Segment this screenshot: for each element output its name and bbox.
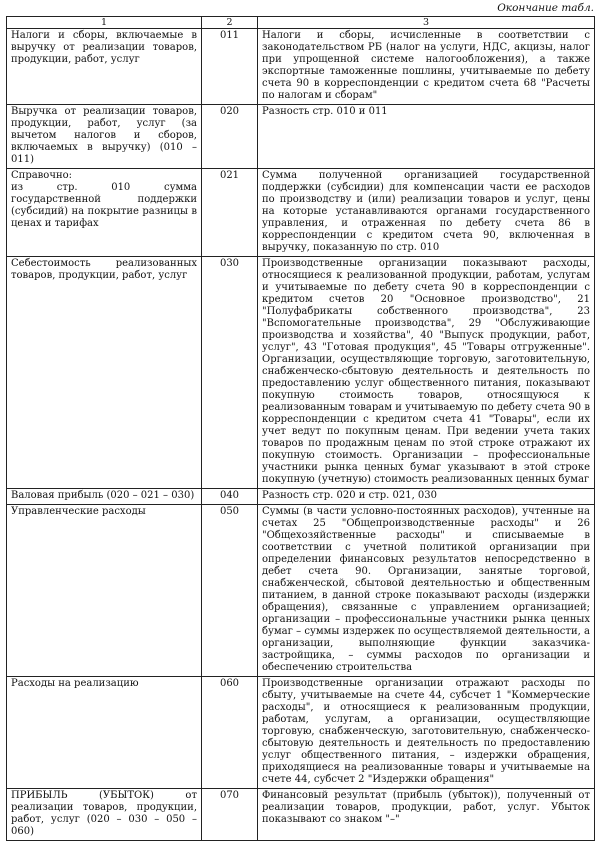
row-description: Производственные организации отражают расходы по сбыту, учитываемые на счете 44, субсчет 1 "Коммерческие расходы", и относящиеся к реализованным продукции, работам, услугам, а организации, осуществляющие торговую, снабженческую, заготовительную, снабженческо-сбытовую деятельность и деятельность по предоставлению услуг общественного питания, – издержки обращения, приходящиеся на реализованные товары и учитываемые на счете 44, субсчет 2 "Издержки обращения" <box>258 677 595 789</box>
row-description: Сумма полученной организацией государственной поддержки (субсидии) для компенсации части ее расходов по производству и (или) реализации товаров и услуг, цены на которые устанавливаются органами государственного управления, и отраженная по дебету счета 86 в корреспонденции с кредитом счета 90, включенная в выручку, показанную по стр. 010 <box>258 169 595 257</box>
row-code: 021 <box>202 169 258 257</box>
row-name: Выручка от реализации товаров, продукции, работ, услуг (за вычетом налогов и сборов, включаемых в выручку) (010 – 011) <box>7 105 202 169</box>
row-name: Расходы на реализацию <box>7 677 202 789</box>
indicators-table <box>6 16 595 841</box>
row-description: Производственные организации показывают расходы, относящиеся к реализованной продукции, работам, услугам и учитываемые по дебету счета 90 в корреспонденции с кредитом счетов 20 "Основное производство", 21 "Полуфабрикаты собственного производства", 23 "Вспомогательные производства", 29 "Обслуживающие производства и хозяйства", 40 "Выпуск продукции, работ, услуг", 43 "Готовая продукция", 45 "Товары отгруженные". Организации, осуществляющие торговую, заготовительную, снабженческо-сбытовую деятельность и деятельность по предоставлению услуг общественного питания, показывают покупную стоимость товаров, относящуюся к реализованным товарам и учитываемую по дебету счета 90 в корреспонденции с кредитом счета 41 "Товары", если их учет ведут по покупным ценам. При ведении учета таких товаров по продажным ценам по этой строке отражают их покупную стоимость. Организации – профессиональные участники рынка ценных бумаг указывают в этой строке покупную (учетную) стоимость реализованных ценных бумаг <box>258 257 595 489</box>
row-name: Налоги и сборы, включаемые в выручку от реализации товаров, продукции, работ, услуг <box>7 29 202 105</box>
row-description: Финансовый результат (прибыль (убыток)), полученный от реализации товаров, продукции, работ, услуг. Убыток показывают со знаком "–" <box>258 789 595 841</box>
table-row <box>7 29 595 105</box>
row-code: 011 <box>202 29 258 105</box>
table-caption: Окончание табл. <box>497 2 594 14</box>
row-name: Управленческие расходы <box>7 505 202 677</box>
table-row <box>7 257 595 489</box>
row-name: Себестоимость реализованных товаров, продукции, работ, услуг <box>7 257 202 489</box>
row-code: 040 <box>202 489 258 505</box>
row-code: 020 <box>202 105 258 169</box>
row-name: Валовая прибыль (020 – 021 – 030) <box>7 489 202 505</box>
table-row <box>7 789 595 841</box>
table-row <box>7 505 595 677</box>
row-description: Налоги и сборы, исчисленные в соответствии с законодательством РБ (налог на услуги, НДС, акцизы, налог при упрощенной системе налогообложения), а также экспортные таможенные пошлины, учитываемые по дебету счета 90 в корреспонденции с кредитом счета 68 "Расчеты по налогам и сборам" <box>258 29 595 105</box>
column-header: 3 <box>258 17 595 29</box>
row-description: Разность стр. 010 и 011 <box>258 105 595 169</box>
row-code: 060 <box>202 677 258 789</box>
row-code: 070 <box>202 789 258 841</box>
reference-label: Справочно: <box>11 170 72 181</box>
table-row <box>7 677 595 789</box>
row-name: ПРИБЫЛЬ (УБЫТОК) от реализации товаров, продукции, работ, услуг (020 – 030 – 050 – 060) <box>7 789 202 841</box>
header-row <box>7 17 595 29</box>
row-code: 050 <box>202 505 258 677</box>
table-row <box>7 169 595 257</box>
row-code: 030 <box>202 257 258 489</box>
reference-text: из стр. 010 сумма государственной поддержки (субсидий) на покрытие разницы в ценах и тарифах <box>11 182 197 229</box>
column-header: 1 <box>7 17 202 29</box>
table-row <box>7 489 595 505</box>
column-header: 2 <box>202 17 258 29</box>
row-name <box>7 169 202 257</box>
row-description: Разность стр. 020 и стр. 021, 030 <box>258 489 595 505</box>
row-description: Суммы (в части условно-постоянных расходов), учтенные на счетах 25 "Общепроизводственные расходы" и 26 "Общехозяйственные расходы" и списываемые в соответствии с учетной политикой организации при определении финансовых результатов непосредственно в дебет счета 90. Организации, занятые торговой, снабженческой, сбытовой деятельностью и общественным питанием, в данной строке показывают расходы (издержки обращения), связанные с управлением организацией; организации – профессиональные участники рынка ценных бумаг – суммы издержек по осуществляемой деятельности, а организации, выполняющие функции заказчика-застройщика, – суммы расходов по организации и обеспечению строительства <box>258 505 595 677</box>
table-row <box>7 105 595 169</box>
